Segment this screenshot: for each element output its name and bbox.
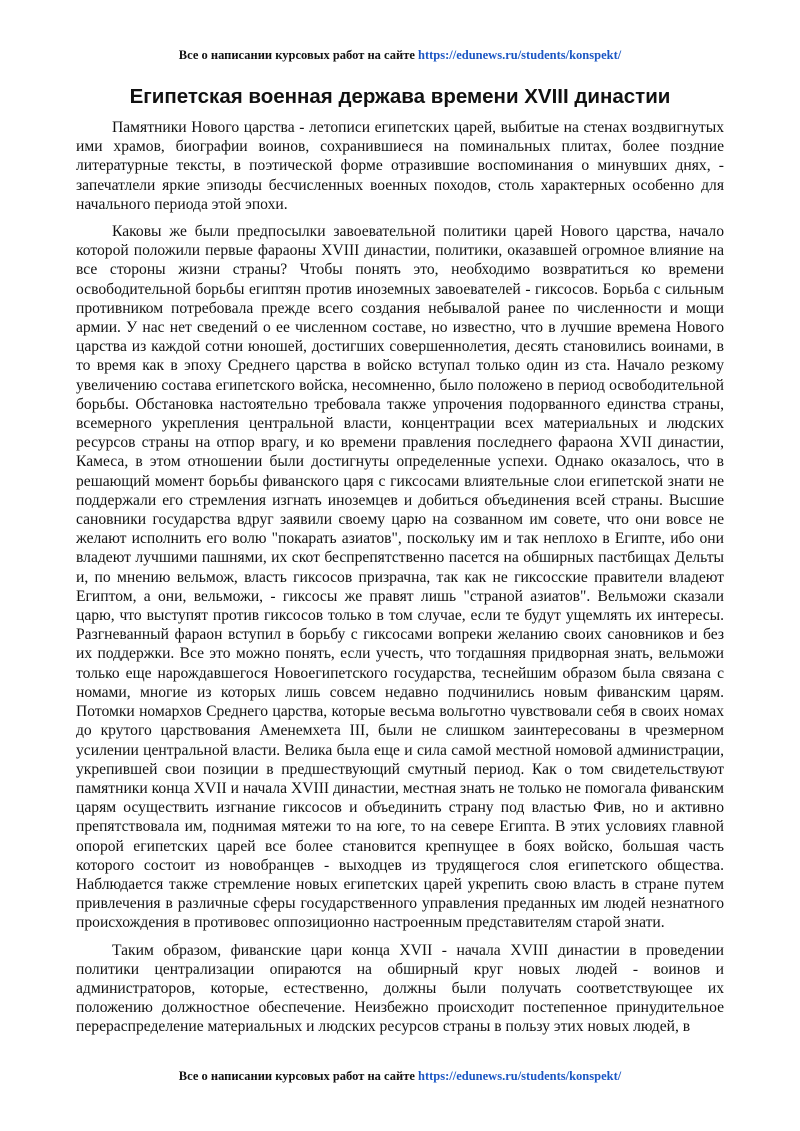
footer-banner-text: Все о написании курсовых работ на сайте	[178, 1069, 415, 1083]
footer-banner	[0, 1068, 800, 1084]
footer-site-link[interactable]: https://edunews.ru/students/konspekt/	[418, 1069, 622, 1083]
paragraph-1: Памятники Нового царства - летописи египетских царей, выбитые на стенах воздвигнутых ими храмов, биографии воинов, сохранившиеся на поминальных плитах, более поздние литературные тексты, в поэтической форме отразившие воспоминания о минувших днях, - запечатлели яркие эпизоды бесчисленных военных походов, столь характерных особенно для начального периода этой эпохи.	[76, 119, 724, 213]
paragraph-2: Каковы же были предпосылки завоевательной политики царей Нового царства, начало которой положили первые фараоны XVIII династии, политики, оказавшей огромное влияние на все стороны жизни страны? Чтобы понять это, необходимо возвратиться ко времени освободительной борьбы египтян против иноземных завоевателей - гиксосов. Борьба с сильным противником потребовала прежде всего создания небывалой ранее по численности и мощи армии. У нас нет сведений о ее численном составе, но известно, что в лучшие времена Нового царства из каждой сотни юношей, достигших совершеннолетия, десять становились воинами, в то время как в эпоху Среднего царства в войско вступал только один из ста. Начало резкому увеличению состава египетского войска, несомненно, было положено в период освободительной борьбы. Обстановка настоятельно требовала также упрочения подорванного единства страны, всемерного укрепления центральной власти, концентрации всех материальных и людских ресурсов страны на отпор врагу, и ко времени правления последнего фараона XVII династии, Камеса, в этом отношении были достигнуты определенные успехи. Однако оказалось, что в решающий момент борьбы фиванского царя с гиксосами влиятельные слои египетской знати не поддержали его стремления изгнать иноземцев и добиться объединения всей страны. Высшие сановники государства вдруг заявили своему царю на созванном им совете, что они вовсе не желают исполнить его волю "покарать азиатов", поскольку им и так неплохо в Египте, ибо они владеют лучшими пашнями, их скот беспрепятственно пасется на обширных пастбищах Дельты и, по мнению вельмож, власть гиксосов призрачна, так как не гиксосские правители владеют Египтом, а они, вельможи, - гиксосы же правят лишь "страной азиатов". Вельможи сказали царю, что выступят против гиксосов только в том случае, если те будут ущемлять их интересы. Разгневанный фараон вступил в борьбу с гиксосами вопреки желанию своих сановников и без их поддержки. Все это можно понять, если учесть, что тогдашняя придворная знать, вельможи только еще нарождавшегося Новоегипетского государства, теснейшим образом была связана с номами, многие из которых лишь совсем недавно подчинились новым фиванским царям. Потомки номархов Среднего царства, которые весьма вольготно чувствовали себя в своих номах до крутого царствования Аменемхета III, были не слишком заинтересованы в чрезмерном усилении центральной власти. Велика была еще и сила самой местной номовой администрации, укрепившей свои позиции в предшествующий смутный период. Как о том свидетельствуют памятники конца XVII и начала XVIII династии, местная знать не только не помогала фиванским царям осуществить изгнание гиксосов и объединить страну под властью Фив, но и активно препятствовала им, поднимая мятежи то на юге, то на севере Египта. В этих условиях главной опорой египетских царей все более становится крепнущее в боях войско, большая часть которого состоит из новобранцев - выходцев из трудящегося слоя египетского общества. Наблюдается также стремление новых египетских царей укрепить свою власть в стране путем привлечения в различные сферы государственного управления преданных им людей незнатного происхождения в противовес оппозиционно настроенным представителям старой знати.	[76, 223, 724, 932]
header-banner-text: Все о написании курсовых работ на сайте	[178, 48, 415, 62]
header-banner	[0, 47, 800, 63]
header-site-link[interactable]: https://edunews.ru/students/konspekt/	[418, 48, 622, 62]
document-title: Египетская военная держава времени XVIII династии	[129, 85, 671, 108]
paragraph-3: Таким образом, фиванские цари конца XVII - начала XVIII династии в проведении политики централизации опираются на обширный круг новых людей - воинов и администраторов, которые, естественно, должны были получать соответствующее их положению должностное обеспечение. Неизбежно происходит постепенное принудительное перераспределение материальных и людских ресурсов страны в пользу этих новых людей, в	[76, 941, 724, 1036]
document-body	[76, 118, 724, 1045]
